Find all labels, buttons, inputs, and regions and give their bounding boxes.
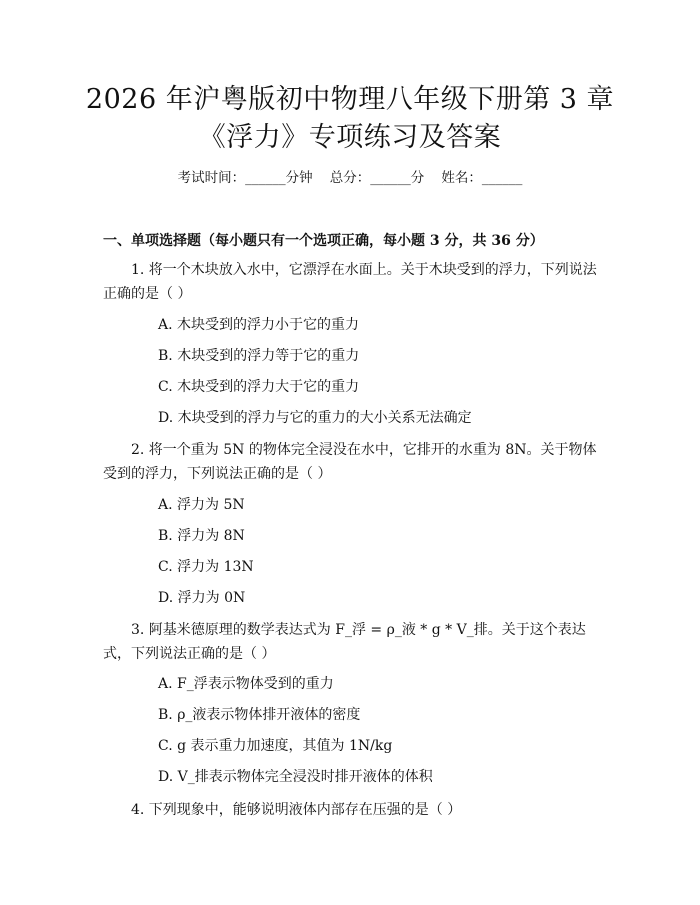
question-3-option-c: C. g 表示重力加速度，其值为 1N/kg [158,738,393,754]
question-3-option-d: D. V_排表示物体完全浸没时排开液体的体积 [158,769,433,785]
question-3-option-a: A. F_浮表示物体受到的重力 [158,676,334,692]
question-3-option-b: B. ρ_液表示物体排开液体的密度 [158,707,361,723]
question-1-option-b: B. 木块受到的浮力等于它的重力 [158,348,360,364]
document-title-line-1: 2026 年沪粤版初中物理八年级下册第 3 章 [85,84,615,115]
question-2-option-c: C. 浮力为 13N [158,559,254,575]
question-2-option-b: B. 浮力为 8N [158,528,245,544]
question-1-option-a: A. 木块受到的浮力小于它的重力 [158,317,360,333]
question-2-option-d: D. 浮力为 0N [158,590,246,606]
question-4: 4. 下列现象中，能够说明液体内部存在压强的是（ ） [131,802,462,818]
exam-info: 考试时间：______分钟 总分：______分 姓名：______ [177,170,523,186]
question-1: 1. 将一个木块放入水中，它漂浮在水面上。关于木块受到的浮力，下列说法正确的是（ ） [103,262,597,302]
section-heading: 一、单项选择题（每小题只有一个选项正确，每小题 3 分，共 36 分） [103,233,544,249]
question-1-option-c: C. 木块受到的浮力大于它的重力 [158,379,360,395]
question-3: 3. 阿基米德原理的数学表达式为 F_浮 = ρ_液 * g * V_排。关于这个表达式，下列说法正确的是（ ） [103,622,586,662]
question-2: 2. 将一个重为 5N 的物体完全浸没在水中，它排开的水重为 8N。关于物体受到的浮力，下列说法正确的是（ ） [103,442,597,482]
document-title-line-2: 《浮力》专项练习及答案 [198,122,502,153]
question-1-option-d: D. 木块受到的浮力与它的重力的大小关系无法确定 [158,410,472,426]
question-2-option-a: A. 浮力为 5N [158,497,245,513]
